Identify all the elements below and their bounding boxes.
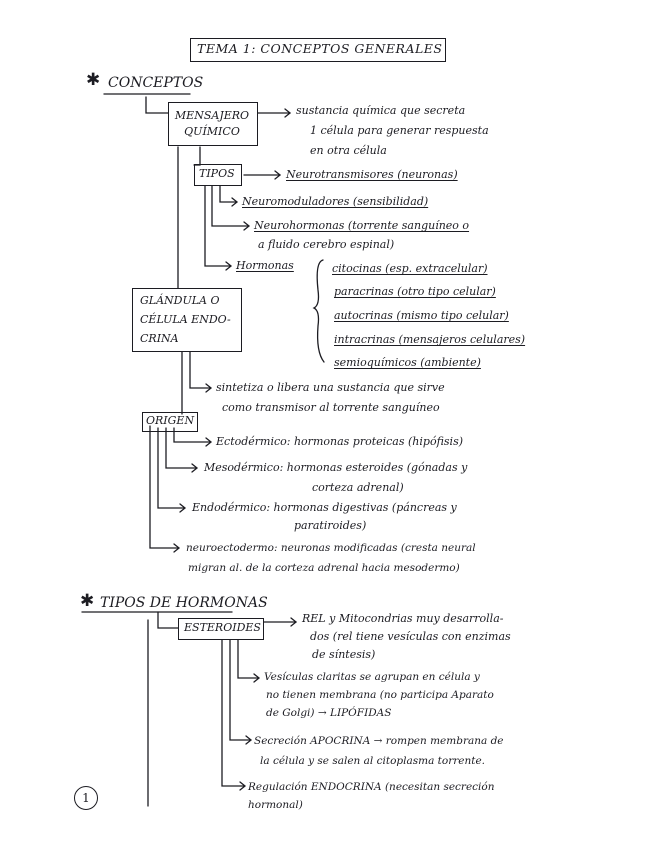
hormonas-label: Hormonas (236, 259, 294, 272)
esteroides-desc-1b: dos (rel tiene vesículas con enzimas (310, 630, 511, 643)
glandula-def-2: como transmisor al torrente sanguíneo (222, 401, 440, 414)
tipo-neuromoduladores: Neuromoduladores (sensibilidad) (242, 195, 429, 208)
origen-endodermico: Endodérmico: hormonas digestivas (páncreas y (192, 501, 457, 514)
page-number: 1 (74, 786, 98, 810)
hormona-autocrinas: autocrinas (mismo tipo celular) (334, 309, 509, 322)
tipos-hormonas-heading: TIPOS DE HORMONAS (100, 595, 268, 611)
hormona-paracrinas: paracrinas (otro tipo celular) (334, 285, 496, 298)
origen-endodermico-cont: paratiroides) (294, 519, 367, 532)
tipo-neurohormonas-cont: a fluido cerebro espinal) (258, 238, 395, 251)
page-title: TEMA 1: CONCEPTOS GENERALES (197, 41, 443, 56)
asterisk-icon: ✱ (86, 70, 101, 90)
mensajero-label: MENSAJERO QUÍMICO (174, 109, 250, 138)
esteroides-desc-4b: hormonal) (248, 799, 303, 811)
origen-neuroectodermo: neuroectodermo: neuronas modificadas (cresta neural (186, 542, 476, 554)
hormona-intracrinas: intracrinas (mensajeros celulares) (334, 333, 526, 346)
origen-label: ORIGEN (146, 414, 195, 427)
tipos-label: TIPOS (199, 167, 235, 180)
esteroides-desc-2b: no tienen membrana (no participa Aparato (266, 689, 494, 701)
origen-ectodermico: Ectodérmico: hormonas proteicas (hipófisis) (216, 435, 464, 448)
esteroides-desc-2a: Vesículas claritas se agrupan en célula y (264, 671, 480, 683)
hormona-citocinas: citocinas (esp. extracelular) (332, 262, 488, 275)
glandula-line-2: CÉLULA ENDO- (140, 313, 231, 326)
mensajero-def-1: sustancia química que secreta (296, 104, 466, 117)
glandula-line-3: CRINA (140, 332, 179, 345)
esteroides-desc-4a: Regulación ENDOCRINA (necesitan secreción (248, 781, 495, 793)
esteroides-label: ESTEROIDES (184, 621, 261, 634)
asterisk-icon: ✱ (80, 591, 95, 611)
conceptos-heading: CONCEPTOS (108, 75, 204, 91)
mensajero-def-3: en otra célula (310, 144, 387, 157)
tipo-neurohormonas: Neurohormonas (torrente sanguíneo o (254, 219, 470, 232)
esteroides-desc-2c: de Golgi) → LIPÓFIDAS (266, 707, 392, 719)
origen-mesodermico-cont: corteza adrenal) (312, 481, 404, 494)
origen-mesodermico: Mesodérmico: hormonas esteroides (gónadas y (204, 461, 468, 474)
origen-neuroectodermo-cont: migran al. de la corteza adrenal hacia mesodermo) (188, 562, 460, 574)
esteroides-desc-1c: de síntesis) (312, 648, 376, 661)
hormona-semioquimicos: semioquímicos (ambiente) (334, 356, 481, 369)
esteroides-desc-3a: Secreción APOCRINA → rompen membrana de (254, 735, 504, 747)
tipo-neurotransmisores: Neurotransmisores (neuronas) (286, 168, 458, 181)
esteroides-desc-3b: la célula y se salen al citoplasma torrente. (260, 755, 486, 767)
esteroides-desc-1a: REL y Mitocondrias muy desarrolla- (302, 612, 504, 625)
glandula-line-1: GLÁNDULA O (140, 294, 220, 307)
mensajero-def-2: 1 célula para generar respuesta (310, 124, 489, 137)
glandula-def-1: sintetiza o libera una sustancia que sirve (216, 381, 445, 394)
